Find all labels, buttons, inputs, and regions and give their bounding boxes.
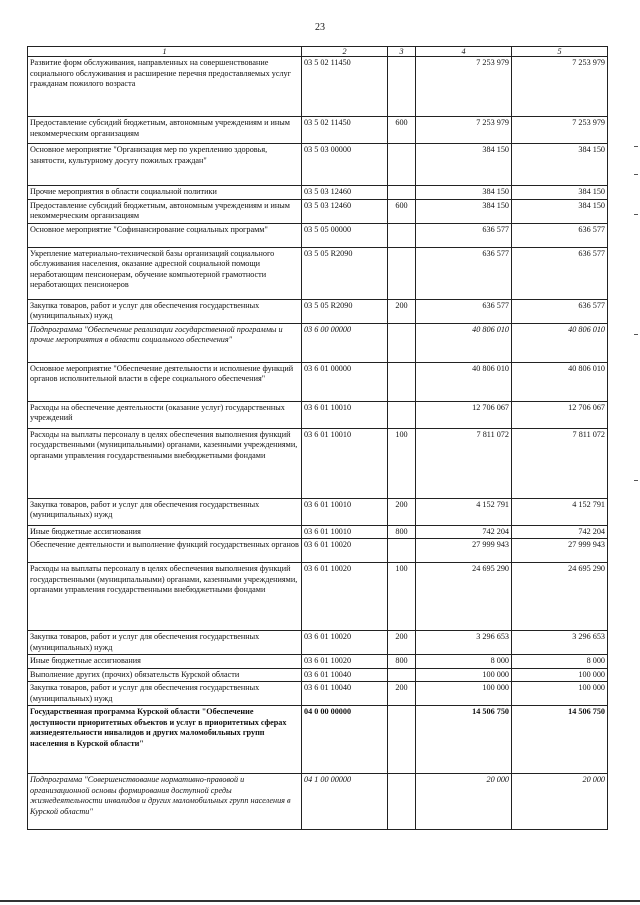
row-amount-year1: 636 577 xyxy=(416,223,512,247)
row-name: Обеспечение деятельности и выполнение функций государственных органов xyxy=(28,539,302,563)
table-row xyxy=(28,655,608,669)
row-name: Основное мероприятие "Организация мер по укреплению здоровья, занятости, культурному досугу пожилых граждан" xyxy=(28,144,302,186)
table-row xyxy=(28,774,608,830)
row-expense-type: 800 xyxy=(388,655,416,669)
row-expense-type: 200 xyxy=(388,299,416,323)
row-amount-year2: 742 204 xyxy=(512,525,608,539)
row-amount-year2: 24 695 290 xyxy=(512,563,608,631)
row-name: Расходы на обеспечение деятельности (оказание услуг) государственных учреждений xyxy=(28,401,302,428)
row-code: 03 5 05 R2090 xyxy=(302,247,388,299)
column-header-1: 1 xyxy=(28,47,302,57)
scan-margin-mark xyxy=(634,214,638,215)
row-amount-year2: 20 000 xyxy=(512,774,608,830)
table-row xyxy=(28,563,608,631)
table-row xyxy=(28,539,608,563)
row-amount-year1: 7 253 979 xyxy=(416,117,512,144)
row-name: Укрепление материально-технической базы организаций социального обслуживания населения, оказание адресной социальной помощи неработающим пенсионерам, обучение компьютерной грамотности неработающих пенсионеров xyxy=(28,247,302,299)
column-header-5: 5 xyxy=(512,47,608,57)
table-row xyxy=(28,706,608,774)
row-code: 03 6 01 10020 xyxy=(302,563,388,631)
row-amount-year1: 384 150 xyxy=(416,144,512,186)
row-code: 03 6 01 10010 xyxy=(302,401,388,428)
row-amount-year1: 4 152 791 xyxy=(416,498,512,525)
page-number: 23 xyxy=(315,22,325,33)
row-expense-type: 600 xyxy=(388,199,416,223)
row-amount-year2: 7 253 979 xyxy=(512,117,608,144)
row-code: 03 6 01 10010 xyxy=(302,428,388,498)
table-row xyxy=(28,247,608,299)
row-name: Прочие мероприятия в области социальной политики xyxy=(28,186,302,200)
row-expense-type xyxy=(388,401,416,428)
table-row xyxy=(28,223,608,247)
row-expense-type xyxy=(388,144,416,186)
row-amount-year2: 12 706 067 xyxy=(512,401,608,428)
row-amount-year2: 636 577 xyxy=(512,247,608,299)
table-row xyxy=(28,401,608,428)
row-amount-year2: 14 506 750 xyxy=(512,706,608,774)
table-row xyxy=(28,428,608,498)
row-code: 04 1 00 00000 xyxy=(302,774,388,830)
row-amount-year2: 100 000 xyxy=(512,668,608,682)
row-code: 04 0 00 00000 xyxy=(302,706,388,774)
table-row xyxy=(28,631,608,655)
row-amount-year1: 12 706 067 xyxy=(416,401,512,428)
column-number-row xyxy=(28,47,608,57)
row-amount-year1: 14 506 750 xyxy=(416,706,512,774)
table-row xyxy=(28,144,608,186)
row-name: Закупка товаров, работ и услуг для обеспечения государственных (муниципальных) нужд xyxy=(28,682,302,706)
row-amount-year1: 7 811 072 xyxy=(416,428,512,498)
table-row xyxy=(28,299,608,323)
row-code: 03 5 02 11450 xyxy=(302,57,388,117)
table-row xyxy=(28,498,608,525)
row-name: Расходы на выплаты персоналу в целях обеспечения выполнения функций государственными (муниципальными) органами, казенными учреждениями, органами управления государственными внебюджетными фондами xyxy=(28,428,302,498)
row-amount-year2: 3 296 653 xyxy=(512,631,608,655)
row-amount-year1: 100 000 xyxy=(416,668,512,682)
row-name: Развитие форм обслуживания, направленных на совершенствование социального обслуживания и расширение перечня предоставляемых услуг гражданам пожилого возраста xyxy=(28,57,302,117)
row-code: 03 5 03 12460 xyxy=(302,186,388,200)
row-amount-year2: 4 152 791 xyxy=(512,498,608,525)
row-name: Основное мероприятие "Софинансирование социальных программ" xyxy=(28,223,302,247)
table-row xyxy=(28,117,608,144)
row-amount-year1: 7 253 979 xyxy=(416,57,512,117)
row-name: Выполнение других (прочих) обязательств Курской области xyxy=(28,668,302,682)
row-expense-type: 600 xyxy=(388,117,416,144)
row-expense-type xyxy=(388,539,416,563)
row-amount-year1: 636 577 xyxy=(416,247,512,299)
row-amount-year1: 20 000 xyxy=(416,774,512,830)
row-amount-year2: 8 000 xyxy=(512,655,608,669)
row-code: 03 5 03 12460 xyxy=(302,199,388,223)
row-name: Иные бюджетные ассигнования xyxy=(28,655,302,669)
table-row xyxy=(28,186,608,200)
row-code: 03 6 01 10010 xyxy=(302,525,388,539)
table-row xyxy=(28,362,608,401)
row-name: Предоставление субсидий бюджетным, автономным учреждениям и иным некоммерческим организациям xyxy=(28,199,302,223)
row-name: Расходы на выплаты персоналу в целях обеспечения выполнения функций государственными (муниципальными) органами, казенными учреждениями, органами управления государственными внебюджетными фондами xyxy=(28,563,302,631)
row-amount-year1: 8 000 xyxy=(416,655,512,669)
scan-bottom-edge xyxy=(0,900,640,902)
row-code: 03 6 01 10020 xyxy=(302,655,388,669)
row-amount-year2: 100 000 xyxy=(512,682,608,706)
column-header-3: 3 xyxy=(388,47,416,57)
table-row xyxy=(28,525,608,539)
row-expense-type xyxy=(388,186,416,200)
row-expense-type: 100 xyxy=(388,563,416,631)
row-code: 03 6 01 10040 xyxy=(302,682,388,706)
row-expense-type: 200 xyxy=(388,498,416,525)
row-amount-year2: 40 806 010 xyxy=(512,323,608,362)
row-code: 03 6 01 10020 xyxy=(302,539,388,563)
row-expense-type: 200 xyxy=(388,682,416,706)
table-row xyxy=(28,323,608,362)
row-amount-year1: 636 577 xyxy=(416,299,512,323)
row-amount-year1: 742 204 xyxy=(416,525,512,539)
scan-margin-mark xyxy=(634,146,638,147)
row-amount-year2: 384 150 xyxy=(512,186,608,200)
row-amount-year1: 24 695 290 xyxy=(416,563,512,631)
row-name: Основное мероприятие "Обеспечение деятельности и исполнение функций органов исполнительной власти в сфере социального обеспечения" xyxy=(28,362,302,401)
row-expense-type xyxy=(388,323,416,362)
row-name: Предоставление субсидий бюджетным, автономным учреждениям и иным некоммерческим организациям xyxy=(28,117,302,144)
row-code: 03 6 01 10040 xyxy=(302,668,388,682)
column-header-2: 2 xyxy=(302,47,388,57)
row-expense-type xyxy=(388,774,416,830)
row-expense-type xyxy=(388,247,416,299)
row-amount-year2: 636 577 xyxy=(512,299,608,323)
row-name: Закупка товаров, работ и услуг для обеспечения государственных (муниципальных) нужд xyxy=(28,299,302,323)
row-code: 03 6 01 00000 xyxy=(302,362,388,401)
row-amount-year2: 27 999 943 xyxy=(512,539,608,563)
table-row xyxy=(28,682,608,706)
row-name: Иные бюджетные ассигнования xyxy=(28,525,302,539)
row-code: 03 6 01 10020 xyxy=(302,631,388,655)
row-amount-year1: 100 000 xyxy=(416,682,512,706)
row-code: 03 6 01 10010 xyxy=(302,498,388,525)
row-code: 03 5 02 11450 xyxy=(302,117,388,144)
budget-table xyxy=(27,46,608,830)
scan-margin-mark xyxy=(634,174,638,175)
scan-margin-mark xyxy=(634,480,638,481)
row-amount-year2: 7 253 979 xyxy=(512,57,608,117)
table-row xyxy=(28,199,608,223)
row-amount-year1: 384 150 xyxy=(416,186,512,200)
row-expense-type: 100 xyxy=(388,428,416,498)
row-expense-type xyxy=(388,668,416,682)
row-code: 03 5 05 00000 xyxy=(302,223,388,247)
row-amount-year2: 636 577 xyxy=(512,223,608,247)
column-header-4: 4 xyxy=(416,47,512,57)
row-name: Закупка товаров, работ и услуг для обеспечения государственных (муниципальных) нужд xyxy=(28,631,302,655)
row-amount-year1: 27 999 943 xyxy=(416,539,512,563)
row-amount-year1: 3 296 653 xyxy=(416,631,512,655)
row-code: 03 6 00 00000 xyxy=(302,323,388,362)
table-row xyxy=(28,57,608,117)
row-expense-type: 200 xyxy=(388,631,416,655)
row-code: 03 5 03 00000 xyxy=(302,144,388,186)
row-amount-year1: 40 806 010 xyxy=(416,323,512,362)
row-amount-year2: 40 806 010 xyxy=(512,362,608,401)
row-amount-year2: 7 811 072 xyxy=(512,428,608,498)
row-expense-type xyxy=(388,706,416,774)
row-name: Государственная программа Курской области "Обеспечение доступности приоритетных объектов и услуг в приоритетных сферах жизнедеятельности инвалидов и других маломобильных групп населения в Курской области" xyxy=(28,706,302,774)
row-expense-type xyxy=(388,223,416,247)
row-amount-year2: 384 150 xyxy=(512,144,608,186)
row-name: Подпрограмма "Совершенствование нормативно-правовой и организационной основы формирования доступной среды жизнедеятельности инвалидов и других маломобильных групп населения в Курской области" xyxy=(28,774,302,830)
row-amount-year1: 384 150 xyxy=(416,199,512,223)
scan-margin-mark xyxy=(634,334,638,335)
row-amount-year1: 40 806 010 xyxy=(416,362,512,401)
row-expense-type: 800 xyxy=(388,525,416,539)
row-code: 03 5 05 R2090 xyxy=(302,299,388,323)
table-row xyxy=(28,668,608,682)
row-expense-type xyxy=(388,362,416,401)
row-amount-year2: 384 150 xyxy=(512,199,608,223)
row-name: Закупка товаров, работ и услуг для обеспечения государственных (муниципальных) нужд xyxy=(28,498,302,525)
row-name: Подпрограмма "Обеспечение реализации государственной программы и прочие мероприятия в области социального обеспечения" xyxy=(28,323,302,362)
row-expense-type xyxy=(388,57,416,117)
